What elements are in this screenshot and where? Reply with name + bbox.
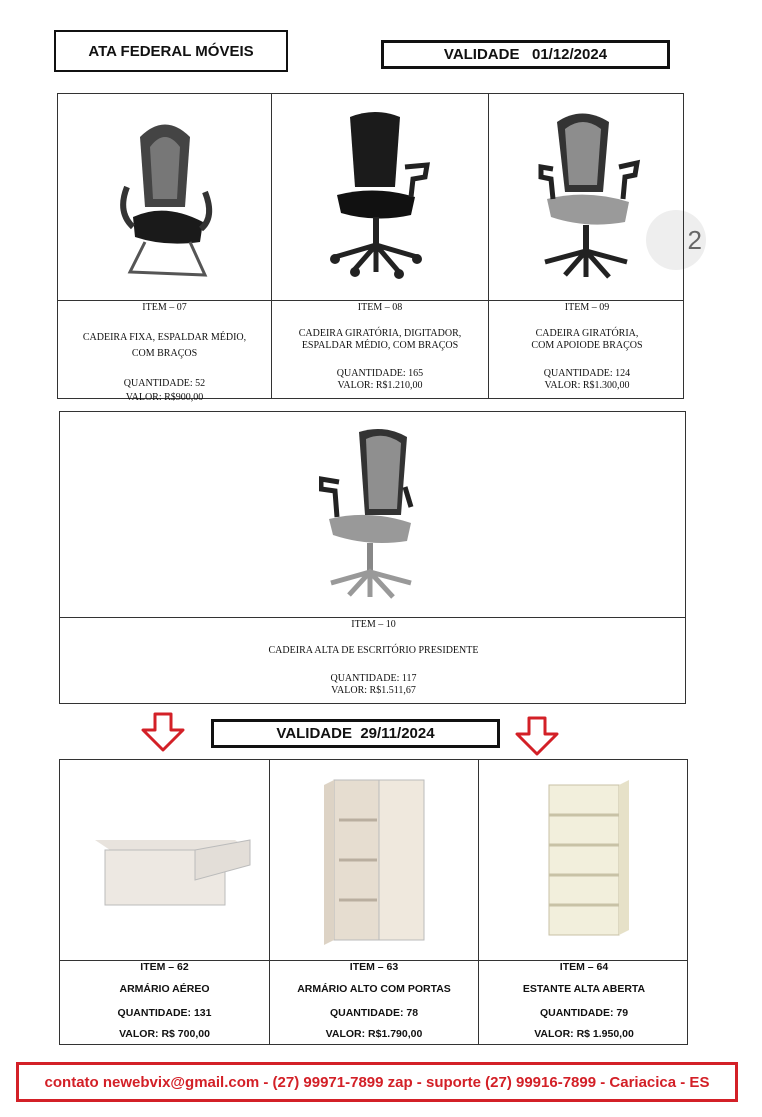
item-08-info bbox=[272, 302, 488, 392]
item-code: ITEM – 63 bbox=[349, 961, 399, 973]
chair-photo-item-07 bbox=[58, 94, 271, 300]
cabinet-photo-item-62 bbox=[60, 760, 269, 960]
contact-text: contato newebvix@gmail.com - (27) 99971-7899 zap - suporte (27) 99916-7899 - Cariacica - ES bbox=[44, 1073, 710, 1091]
chair-photo-item-10 bbox=[60, 412, 687, 617]
contact-footer[interactable] bbox=[16, 1062, 738, 1102]
item-code: ITEM – 10 bbox=[351, 619, 396, 630]
item-code: ITEM – 64 bbox=[559, 961, 609, 973]
validity-badge-1 bbox=[381, 40, 670, 69]
item-description: CADEIRA GIRATÓRIA, bbox=[535, 328, 639, 339]
item-price: VALOR: R$1.790,00 bbox=[325, 1028, 423, 1040]
item-quantity: QUANTIDADE: 52 bbox=[123, 378, 206, 389]
divider bbox=[58, 300, 683, 301]
item-price: VALOR: R$1.511,67 bbox=[331, 685, 416, 696]
down-arrow-icon bbox=[514, 716, 560, 756]
cabinets-table bbox=[59, 759, 688, 1045]
item-price: VALOR: R$ 700,00 bbox=[119, 1028, 210, 1040]
divider bbox=[60, 617, 685, 618]
item-quantity: QUANTIDADE: 124 bbox=[543, 368, 631, 379]
item-63-info bbox=[270, 961, 478, 1040]
item-description: COM APOIODE BRAÇOS bbox=[531, 340, 643, 351]
item-description: ESPALDAR MÉDIO, COM BRAÇOS bbox=[301, 340, 459, 351]
chair-photo-item-08 bbox=[272, 94, 488, 300]
item-description: CADEIRA ALTA DE ESCRITÓRIO PRESIDENTE bbox=[268, 645, 479, 656]
item-code: ITEM – 08 bbox=[357, 302, 403, 313]
chair-photo-item-09 bbox=[489, 94, 685, 300]
item-code: ITEM – 62 bbox=[140, 961, 189, 973]
validity-badge-2-text: VALIDADE 29/11/2024 bbox=[276, 725, 435, 742]
item-quantity: QUANTIDADE: 165 bbox=[336, 368, 424, 379]
item-64-info bbox=[479, 961, 689, 1040]
validity-badge-2 bbox=[211, 719, 500, 748]
document-title-text: ATA FEDERAL MÓVEIS bbox=[88, 42, 254, 60]
down-arrow-icon bbox=[140, 712, 186, 752]
item-code: ITEM – 09 bbox=[564, 302, 610, 313]
bookshelf-photo-item-64 bbox=[479, 760, 689, 960]
item-price: VALOR: R$ 1.950,00 bbox=[534, 1028, 634, 1040]
item-price: VALOR: R$1.210,00 bbox=[337, 380, 423, 391]
page-number: 2 bbox=[687, 224, 702, 255]
item-code: ITEM – 07 bbox=[142, 302, 187, 313]
chairs-table bbox=[57, 93, 684, 403]
item-description: COM BRAÇOS bbox=[131, 348, 198, 359]
item-quantity: QUANTIDADE: 79 bbox=[539, 1007, 629, 1019]
item-quantity: QUANTIDADE: 131 bbox=[117, 1007, 212, 1019]
item-09-info bbox=[489, 302, 685, 392]
item-description: ESTANTE ALTA ABERTA bbox=[522, 983, 646, 995]
item-quantity: QUANTIDADE: 117 bbox=[330, 673, 417, 684]
item-62-info bbox=[60, 961, 269, 1040]
item-10-info bbox=[60, 619, 687, 697]
item-description: CADEIRA GIRATÓRIA, DIGITADOR, bbox=[298, 328, 462, 339]
item-description: ARMÁRIO AÉREO bbox=[119, 983, 210, 995]
item-price: VALOR: R$900,00 bbox=[125, 392, 204, 403]
item-description: ARMÁRIO ALTO COM PORTAS bbox=[297, 983, 451, 995]
item-description: CADEIRA FIXA, ESPALDAR MÉDIO, bbox=[82, 332, 247, 343]
item-quantity: QUANTIDADE: 78 bbox=[329, 1007, 419, 1019]
item-07-info bbox=[58, 302, 271, 404]
president-chair-table bbox=[59, 411, 686, 704]
document-title bbox=[54, 30, 288, 72]
validity-badge-1-text: VALIDADE 01/12/2024 bbox=[443, 46, 608, 63]
cabinet-photo-item-63 bbox=[270, 760, 478, 960]
item-price: VALOR: R$1.300,00 bbox=[544, 380, 630, 391]
